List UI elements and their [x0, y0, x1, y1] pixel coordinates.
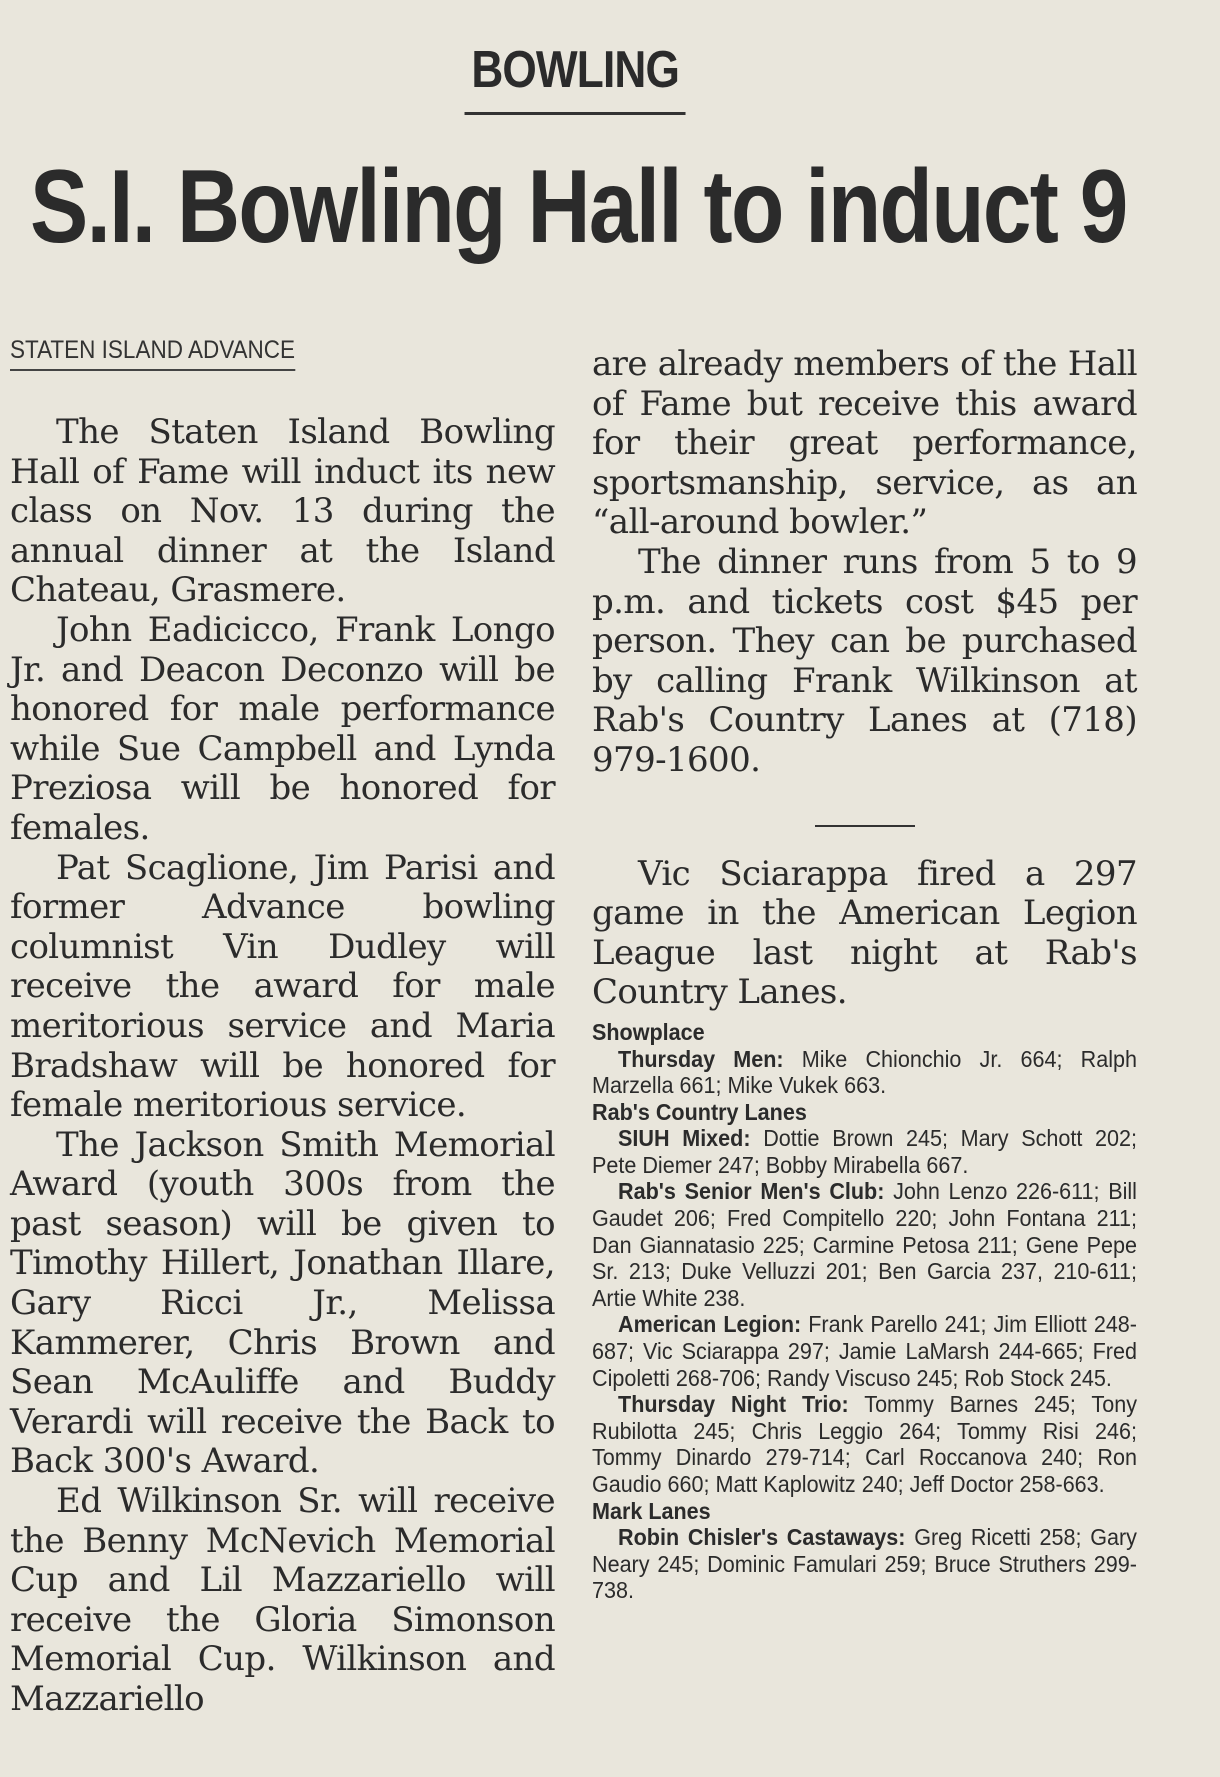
bowling-results — [592, 1019, 1137, 1604]
section-kicker — [0, 40, 1150, 115]
league-result — [592, 1524, 1137, 1604]
venue-name: Mark Lanes — [592, 1497, 711, 1524]
league-scores: Frank Parello 241; Jim Elliott 248-687; Vic Sciarappa 297; Jamie LaMarsh 244-665; Fred Cipoletti 268-706; Randy Viscuso 245; Rob Stock 245. — [592, 1311, 1137, 1391]
article-paragraph: The dinner runs from 5 to 9 p.m. and tickets cost $45 per person. They can be purchased by calling Frank Wilkinson at Rab's Country Lanes at (718) 979-1600. — [592, 541, 1137, 780]
section-label: BOWLING — [464, 40, 685, 115]
league-name: Rab's Senior Men's Club: — [618, 1178, 885, 1205]
left-column — [10, 330, 555, 1720]
article-paragraph: The Jackson Smith Memorial Award (youth 300s from the past season) will be given to Timothy Hillert, Jonathan Illare, Gary Ricci Jr., Melissa Kammerer, Chris Brown and Sean McAuliffe and Buddy Verardi will receive the Back to Back 300's Award. — [10, 1124, 555, 1482]
article-paragraph: Pat Scaglione, Jim Parisi and former Advance bowling columnist Vin Dudley will receive the award for male meritorious service and Maria Bradshaw will be honored for female meritorious service. — [10, 847, 555, 1126]
league-result — [592, 1046, 1137, 1099]
byline: STATEN ISLAND ADVANCE — [10, 336, 295, 371]
league-result — [592, 1391, 1137, 1497]
league-name: American Legion: — [618, 1311, 802, 1338]
venue-name: Showplace — [592, 1018, 705, 1045]
league-result — [592, 1178, 1137, 1311]
league-name: Robin Chisler's Castaways: — [618, 1524, 906, 1551]
article-paragraph: John Eadicicco, Frank Longo Jr. and Deacon Deconzo will be honored for male performance while Sue Campbell and Lynda Preziosa will be honored for females. — [10, 609, 555, 848]
league-scores: Greg Ricetti 258; Gary Neary 245; Dominic Famulari 259; Bruce Struthers 299-738. — [592, 1524, 1137, 1604]
league-name: Thursday Men: — [618, 1045, 784, 1072]
league-result — [592, 1125, 1137, 1178]
headline: S.I. Bowling Hall to induct 9 — [30, 149, 1127, 265]
article-paragraph: are already members of the Hall of Fame but receive this award for their great performance, sportsmanship, service, as an “all-around bowler.” — [592, 344, 1137, 543]
league-scores: Dottie Brown 245; Mary Schott 202; Pete Diemer 247; Bobby Mirabella 667. — [592, 1125, 1137, 1178]
article-paragraph: The Staten Island Bowling Hall of Fame will induct its new class on Nov. 13 during the annual dinner at the Island Chateau, Grasmere. — [10, 412, 555, 611]
league-scores: Mike Chionchio Jr. 664; Ralph Marzella 661; Mike Vukek 663. — [592, 1045, 1137, 1099]
league-scores: John Lenzo 226-611; Bill Gaudet 206; Fred Compitello 220; John Fontana 211; Dan Giannatasio 225; Carmine Petosa 211; Gene Pepe Sr. 213; Duke Velluzzi 201; Ben Garcia 237, 210-611; Artie White 238. — [592, 1178, 1137, 1311]
league-name: SIUH Mixed: — [618, 1125, 751, 1152]
article-paragraph: Ed Wilkinson Sr. will receive the Benny McNevich Memorial Cup and Lil Mazzariello will receive the Gloria Simonson Memorial Cup. Wilkinson and Mazzariello — [10, 1481, 555, 1719]
right-column — [592, 345, 1137, 1604]
section-divider — [815, 825, 915, 827]
league-scores: Tommy Barnes 245; Tony Rubilotta 245; Chris Leggio 264; Tommy Risi 246; Tommy Dinardo 279-714; Carl Roccanova 240; Ron Gaudio 660; Matt Kaplowitz 240; Jeff Doctor 258-663. — [592, 1391, 1137, 1497]
league-result — [592, 1311, 1137, 1391]
league-name: Thursday Night Trio: — [618, 1391, 849, 1418]
brief-note: Vic Sciarappa fired a 297 game in the American Legion League last night at Rab's Country Lanes. — [592, 853, 1137, 1013]
venue-name: Rab's Country Lanes — [592, 1098, 807, 1125]
